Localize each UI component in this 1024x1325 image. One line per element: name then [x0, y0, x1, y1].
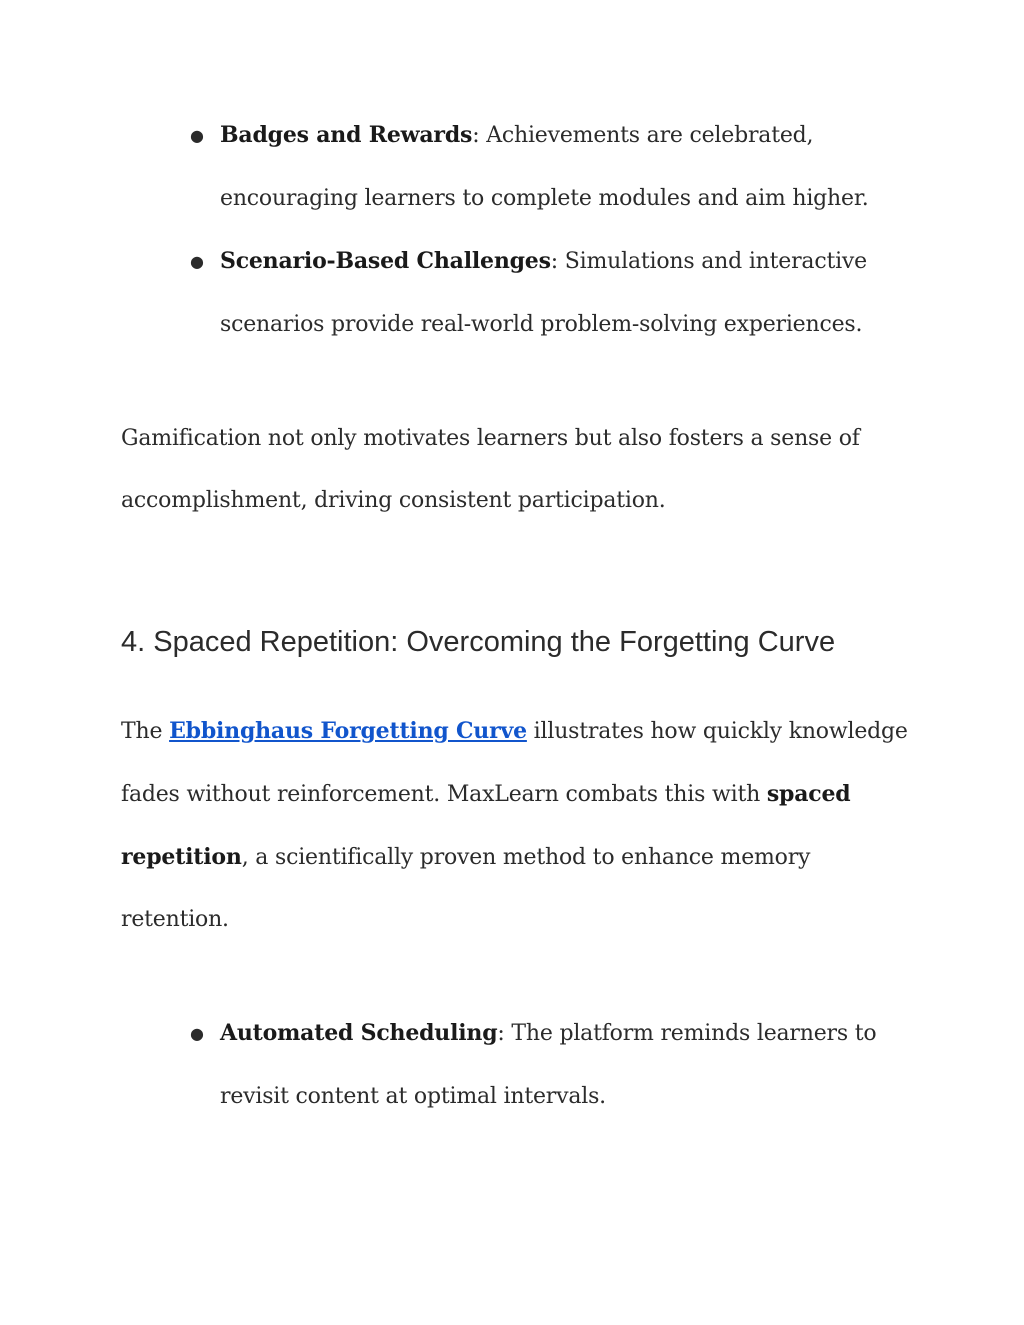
gamification-paragraph: Gamification not only motivates learners but also fosters a sense of accomplishment, driving consistent participation.: [121, 426, 860, 513]
list-item-text: : Simulations and interactive scenarios provide real-world problem-solving experiences.: [220, 249, 867, 337]
scheduling-bullet-list: [186, 1002, 906, 1128]
paragraph-text: , a scientifically proven method to enhance memory retention.: [121, 845, 811, 932]
list-item-term: Badges and Rewards: [220, 122, 473, 148]
list-item-automated-scheduling: [186, 1002, 906, 1128]
section-heading-spaced-repetition: 4. Spaced Repetition: Overcoming the Forgetting Curve: [121, 626, 836, 658]
list-item-text: : The platform reminds learners to revisit content at optimal intervals.: [220, 1021, 877, 1109]
spaced-repetition-paragraph: [121, 700, 911, 951]
list-item-term: Scenario-Based Challenges: [220, 248, 551, 274]
paragraph-text: The: [121, 719, 170, 744]
bullet-icon: ●: [190, 252, 204, 271]
list-item-scenario-challenges: [186, 230, 906, 356]
feature-bullet-list: [186, 104, 906, 356]
spaced-repetition-term: spaced repetition: [121, 781, 851, 870]
list-item-text: : Achievements are celebrated, encouraging learners to complete modules and aim higher.: [220, 123, 869, 211]
list-item-badges-rewards: [186, 104, 906, 230]
bullet-icon: ●: [190, 1024, 204, 1043]
list-item-term: Automated Scheduling: [220, 1020, 498, 1046]
ebbinghaus-link[interactable]: Ebbinghaus Forgetting Curve: [169, 718, 527, 744]
bullet-icon: ●: [190, 126, 204, 145]
paragraph-text: illustrates how quickly knowledge fades without reinforcement. MaxLearn combats this with: [121, 719, 908, 807]
